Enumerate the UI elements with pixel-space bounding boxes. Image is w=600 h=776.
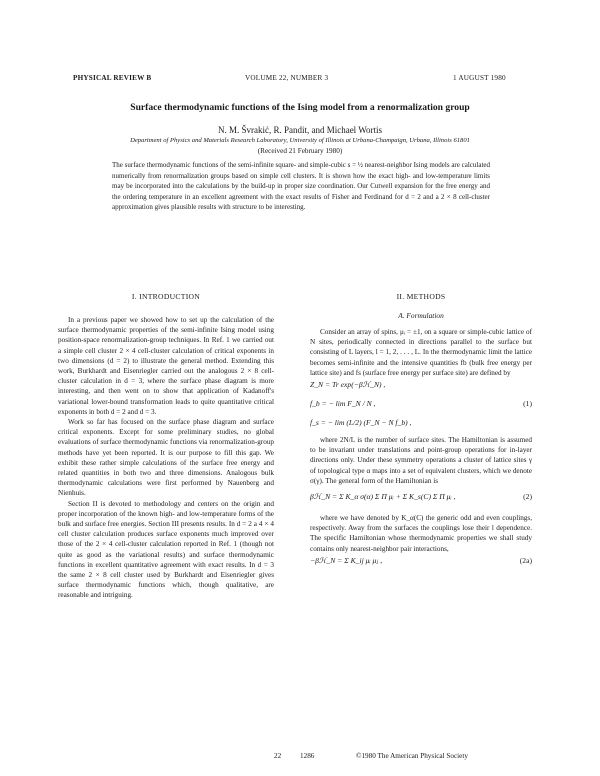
affiliation: Department of Physics and Materials Research Laboratory, University of Illinois at Urbana-Champaign, Urbana, Illinois 61801 [130,137,470,144]
paragraph: where 2N/L is the number of surface sites. The Hamiltonian is assumed to be invariant under translations and point-group operations for in-layer directions only. Under these symmetry operations a cluster of lattice sites γ of topological type α maps into a set of equivalent clusters, which we denote σ(γ). The general form of the Hamiltonian is [310,436,532,485]
right-column [310,292,532,573]
footer-page-number: 1286 [300,752,315,760]
equation-line: f_s = − lim (L/2) (F_N − N f_b) , [310,418,412,428]
equation-2a [310,554,532,568]
footer-volume: 22 [274,752,282,760]
issue-date: 1 AUGUST 1980 [453,74,506,82]
volume-number: VOLUME 22, NUMBER 3 [245,74,329,82]
section-heading-introduction: I. INTRODUCTION [131,292,201,301]
paragraph: where we have denoted by K_α(C) the generic odd and even couplings, respectively. Away from the surfaces the couplings lose their l dependence. The specific Hamiltonian whose thermodynamic properties we shall study contains only nearest-neighbor pair interactions, [310,514,532,553]
equation-1 [310,416,532,430]
equation-line: f_b = − lim F_N / N , [310,399,376,409]
footer-copyright: ©1980 The American Physical Society [356,752,468,760]
equation-number: (2) [523,492,532,502]
equation-line: βℋ_N = Σ K_α σ(α) Σ Π μᵢ + Σ K_s(C) Σ Π μᵢ , [310,492,456,502]
equation-line: −βℋ_N = Σ K_ij μᵢ μⱼ , [310,555,383,565]
abstract: The surface thermodynamic functions of the semi-infinite square- and simple-cubic s = ½ nearest-neighbor Ising models are calculated numerically from renormalization groups based on simple cell clusters. It is shown how the exact high- and low-temperature limits may be incorporated into the calculations by the build-up in proper size coordination. Our Cutwell expansion for the free energy and the ordering temperature in an excellent agreement with the exact results of Fisher and Ferdinand for d = 2 and a 2 × 8 cell-cluster approximation gives plausible results with structure to be interesting. [112,161,490,212]
section-heading-methods: II. METHODS [396,292,446,301]
received-date: (Received 21 February 1980) [257,147,343,155]
paragraph: Consider an array of spins, μᵢ = ±1, on a square or simple-cubic lattice of N sites, periodically connected in directions parallel to the surface but consisting of L layers, l = 1, 2, . . . , L. In the thermodynamic limit the lattice becomes semi-infinite and the intensive quantities fb (bulk free energy per lattice site) and fs (surface free energy per surface site) are defined by [310,328,532,377]
equation-1 [310,378,532,392]
subsection-heading-formulation: A. Formulation [398,311,444,320]
paragraph: Section II is devoted to methodology and centers on the origin and proper incorporation of the known high- and low-temperature forms of the bulk and surface free energies. Section III presents results. In d = 2 a 4 × 4 cell cluster calculation produces surface exponents much improved over those of the 2 × 4 cell-cluster calculation reported in Ref. 1 (though not quite as good as the variational results) and surface thermodynamic functions in excellent quantitative agreement with exact results. In d = 3 the same 2 × 8 cell cluster used by Burkhardt and Eisenriegler gives surface thermodynamic functions which, though qualitative, are reasonable and intriguing. [58,499,274,600]
equation-number: (2a) [519,555,532,565]
paragraph: Work so far has focused on the surface phase diagram and surface critical exponents. Except for some preliminary studies, no global evaluations of surface thermodynamic functions via renormalization-group methods have yet been reported. It is our purpose to fill this gap. We exhibit these rather simple calculations of the surface free energy and related quantities in both two and three dimensions. Analogous bulk thermodynamic calculations were first performed by Nauenberg and Nienhuis. [58,418,274,498]
authors: N. M. Švrakić, R. Pandit, and Michael Wortis [217,125,383,135]
journal-name: PHYSICAL REVIEW B [73,74,152,82]
equation-number: (1) [523,399,532,409]
equation-2 [310,486,532,508]
equation-1 [310,397,532,411]
paper-title: Surface thermodynamic functions of the Ising model from a renormalization group [130,102,470,113]
equation-line: Z_N = Tr exp(−βℋ_N) , [310,380,386,390]
paragraph: In a previous paper we showed how to set up the calculation of the surface thermodynamic properties of the semi-infinite Ising model using position-space renormalization-group techniques. In Ref. 1 we carried out a simple cell cluster 2 × 4 cell-cluster calculation of critical exponents in two dimensions (d = 2) to illustrate the general method. Extending this work, Burkhardt and Eisenriegler carried out the analogous 2 × 8 cell-cluster calculation in d = 3, where the surface phase diagram is more interesting, and then went on to show that application of Kadanoff's variational lower-bound transformation leads to quite quantitative critical exponents in both d = 2 and d = 3. [58,316,274,416]
left-column [58,292,274,601]
